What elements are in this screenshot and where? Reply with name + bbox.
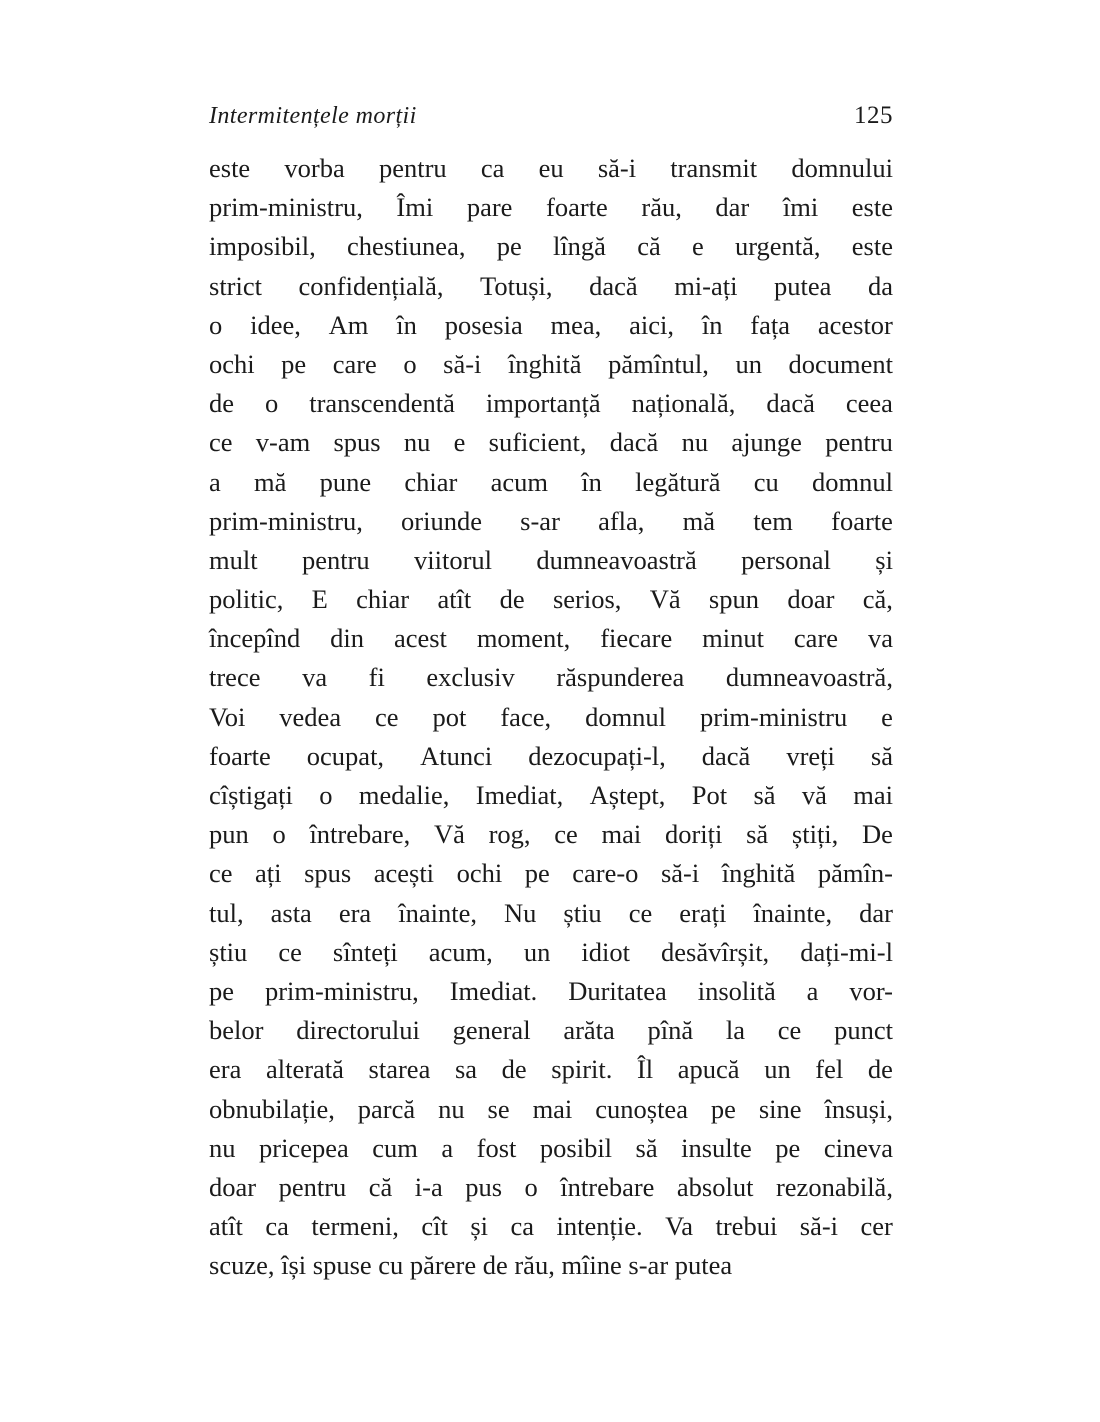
word: punct [834, 1015, 893, 1046]
word: știu [209, 936, 248, 967]
word: putea [774, 270, 832, 301]
word: Nu [503, 897, 537, 928]
word: înainte, [753, 897, 833, 928]
word: cîștigați [209, 780, 293, 810]
word: E [311, 584, 328, 615]
word: de [499, 584, 525, 615]
word: va [302, 662, 328, 693]
word: atît [209, 1211, 243, 1242]
word: insolită [697, 975, 776, 1006]
word: mi-ați [674, 270, 738, 301]
word: strict [209, 270, 262, 301]
word: pămîntul, [608, 348, 709, 379]
word: sînteți [332, 936, 398, 967]
word: transcendentă [309, 388, 455, 419]
text-line: scuze, își spuse cu părere de rău, mîine s-ar putea [209, 1250, 733, 1281]
word: Atunci [420, 740, 493, 771]
word: Totuși, [480, 270, 553, 301]
word: nu [209, 1132, 236, 1163]
word: ca [510, 1211, 535, 1242]
word: să-i [799, 1211, 839, 1242]
word: prim-ministru, [264, 975, 419, 1006]
word: alterată [265, 1054, 344, 1085]
word: cineva [823, 1132, 893, 1163]
word: înghită [721, 858, 796, 889]
word: pun [209, 819, 249, 850]
word: și [470, 1211, 489, 1242]
word: serios, [552, 584, 622, 615]
word: desăvîrșit, [661, 936, 770, 967]
word: și [875, 544, 893, 575]
word: fi [368, 662, 385, 693]
word: Vă [433, 819, 465, 850]
body-text [209, 149, 893, 1285]
word: înainte, [398, 897, 477, 928]
word: e [881, 701, 893, 732]
word: dar [859, 897, 893, 928]
word: spus [333, 427, 381, 458]
word: Îl [636, 1054, 654, 1085]
word: care-o [572, 858, 639, 889]
word: lîngă [552, 231, 606, 262]
word: rog, [488, 819, 531, 850]
word: acestor [817, 309, 893, 340]
text-line [209, 345, 893, 384]
word: se [487, 1093, 510, 1124]
word: doar [209, 1171, 257, 1202]
word: este [851, 192, 893, 223]
word: ce [209, 858, 233, 889]
word: acum, [428, 936, 493, 967]
word: acum [490, 466, 549, 497]
word: apucă [677, 1054, 740, 1085]
word: chiar [356, 584, 410, 615]
text-line [209, 933, 893, 972]
word: v-am [255, 427, 311, 458]
text-line [209, 1129, 893, 1168]
word: idiot [581, 936, 630, 967]
word: ați [255, 858, 282, 889]
word: mai [601, 819, 642, 850]
word: cunoștea [595, 1093, 688, 1124]
word: cer [860, 1211, 893, 1242]
word: ceea [845, 388, 893, 419]
word: confidențială, [298, 270, 444, 301]
word: este [851, 231, 893, 262]
word: pus [465, 1171, 503, 1202]
text-line [209, 737, 893, 776]
word: posibil [539, 1132, 613, 1163]
word: cum [372, 1132, 418, 1163]
word: acest [393, 623, 447, 654]
word: dacă [766, 388, 815, 419]
word: pe [524, 858, 550, 889]
word: Vă [649, 584, 681, 615]
word: vreți [786, 740, 835, 771]
text-line [209, 306, 893, 345]
word: de [209, 388, 235, 419]
word: ce [278, 936, 302, 967]
word: dacă [589, 270, 638, 301]
word: dezocupați-l, [528, 740, 666, 771]
word: vorba [284, 153, 345, 183]
word: idee, [250, 309, 301, 340]
word: pentru [378, 153, 447, 183]
word: pot [432, 701, 467, 732]
text-line [209, 815, 893, 854]
word: pentru [301, 544, 370, 575]
word: transmit [670, 153, 758, 183]
word: sa [454, 1054, 478, 1085]
word: un [735, 348, 762, 379]
word: Aștept, [589, 780, 666, 810]
word: națională, [631, 388, 736, 419]
word: întrebare, [309, 819, 411, 850]
word: va [867, 623, 893, 654]
word: nu [681, 427, 709, 458]
word: document [788, 348, 893, 379]
word: a [209, 466, 221, 497]
text-line [209, 149, 893, 188]
word: de [501, 1054, 527, 1085]
word: răspunderea [556, 662, 685, 693]
text-line [209, 1050, 893, 1089]
word: minut [702, 623, 765, 654]
word: e [453, 427, 466, 458]
word: în [396, 309, 417, 340]
text-line [209, 658, 893, 697]
word: mai [532, 1093, 573, 1124]
word: fața [750, 309, 791, 340]
word: general [452, 1015, 531, 1046]
word: mai [853, 780, 893, 810]
word: doriți [664, 819, 723, 850]
word: mult [209, 544, 258, 575]
word: ochi [456, 858, 503, 889]
word: un [764, 1054, 791, 1085]
word: care [793, 623, 839, 654]
word: ochi [209, 348, 255, 379]
word: în [581, 466, 602, 497]
word: trece [209, 662, 261, 693]
word: spun [708, 584, 759, 615]
word: chestiunea, [347, 231, 466, 262]
word: dați-mi-l [800, 936, 893, 967]
word: pe [209, 975, 235, 1006]
text-line [209, 776, 893, 815]
word: dacă [701, 740, 751, 771]
text-line [209, 854, 893, 893]
word: să [746, 819, 769, 850]
word: mea, [550, 309, 602, 340]
word: pe [775, 1132, 801, 1163]
word: termeni, [311, 1211, 399, 1242]
word: Îmi [396, 192, 434, 223]
text-line [209, 619, 893, 658]
word: știu [563, 897, 602, 928]
word: fiecare [600, 623, 673, 654]
word: erați [679, 897, 727, 928]
text-line [209, 227, 893, 266]
word: rezonabilă, [775, 1171, 893, 1202]
word: tem [753, 505, 793, 536]
word: pînă [647, 1015, 694, 1046]
word: viitorul [413, 544, 493, 575]
word: De [862, 819, 893, 850]
word: pentru [278, 1171, 347, 1202]
word: rău, [641, 192, 682, 223]
word: îmi [782, 192, 819, 223]
word: în [701, 309, 723, 340]
word: domnul [585, 701, 667, 732]
word: Va [665, 1211, 694, 1242]
word: să-i [597, 153, 637, 183]
word: pricepea [259, 1132, 349, 1163]
word: pune [319, 466, 372, 497]
page-header [209, 102, 893, 130]
word: foarte [209, 740, 271, 771]
word: politic, [209, 584, 284, 615]
word: a [441, 1132, 454, 1163]
text-line [209, 1168, 893, 1207]
word: dumneavoastră [536, 544, 697, 575]
word: acești [373, 858, 435, 889]
text-line [209, 698, 893, 737]
word: de [867, 1054, 893, 1085]
word: o [264, 388, 279, 419]
word: din [330, 623, 365, 654]
page-number: 125 [854, 102, 893, 129]
word: afla, [598, 505, 645, 536]
word: spirit. [551, 1054, 613, 1085]
word: exclusiv [426, 662, 515, 693]
word: că [368, 1171, 393, 1202]
word: nu [403, 427, 431, 458]
word: moment, [476, 623, 571, 654]
word: atît [437, 584, 472, 615]
word: ce [777, 1015, 802, 1046]
word: parcă [357, 1093, 416, 1124]
word: aici, [629, 309, 675, 340]
word: a [806, 975, 819, 1006]
word: un [523, 936, 551, 967]
word: vă [801, 780, 827, 810]
text-line [209, 972, 893, 1011]
word: o [272, 819, 286, 850]
word: pe [281, 348, 307, 379]
word: arăta [563, 1015, 615, 1046]
word: că [637, 231, 661, 262]
word: o [319, 780, 333, 810]
word: trebui [715, 1211, 778, 1242]
text-line [209, 267, 893, 306]
word: insulte [681, 1132, 752, 1163]
text-line [209, 188, 893, 227]
word: dumneavoastră, [725, 662, 893, 693]
word: ca [480, 153, 505, 183]
text-line [209, 463, 893, 502]
word: vor- [849, 975, 893, 1006]
word: directorului [296, 1015, 420, 1046]
text-line [209, 502, 893, 541]
word: Pot [691, 780, 728, 810]
word: Am [328, 309, 369, 340]
word: o [209, 309, 223, 340]
word: ce [628, 897, 653, 928]
word: foarte [831, 505, 893, 536]
word: ca [265, 1211, 289, 1242]
word: știți, [791, 819, 839, 850]
word: fel [815, 1054, 844, 1085]
word: o [524, 1171, 538, 1202]
word: belor [209, 1015, 264, 1046]
word: oriunde [401, 505, 482, 536]
word: ce [209, 427, 233, 458]
word: eu [538, 153, 564, 183]
word: pentru [825, 427, 893, 458]
word: s-ar [520, 505, 560, 536]
text-line [209, 384, 893, 423]
text-line [209, 423, 893, 462]
word: imposibil, [209, 231, 316, 262]
word: e [691, 231, 704, 262]
word: să [753, 780, 776, 810]
word: chiar [404, 466, 458, 497]
word: asta [270, 897, 312, 928]
word: ocupat, [306, 740, 385, 771]
word: personal [741, 544, 831, 575]
word: să-i [660, 858, 700, 889]
word: ce [554, 819, 578, 850]
word: absolut [676, 1171, 754, 1202]
word: era [338, 897, 372, 928]
text-line [209, 580, 893, 619]
word: pămîn- [817, 858, 893, 889]
word: domnul [812, 466, 893, 497]
word: medalie, [358, 780, 450, 810]
word: pare [466, 192, 513, 223]
word: ce [375, 701, 399, 732]
word: este [209, 153, 251, 183]
text-line [209, 1090, 893, 1129]
word: Imediat. [449, 975, 538, 1006]
word: Imediat, [475, 780, 564, 810]
text-line [209, 894, 893, 933]
word: tul, [209, 897, 244, 928]
word: foarte [546, 192, 608, 223]
word: da [867, 270, 893, 301]
word: pe [710, 1093, 736, 1124]
text-line [209, 1207, 893, 1246]
word: domnului [791, 153, 893, 183]
word: însuși, [824, 1093, 893, 1124]
word: Voi [209, 701, 246, 732]
word: nu [438, 1093, 465, 1124]
running-title: Intermitențele morții [209, 103, 417, 129]
word: importanță [485, 388, 601, 419]
word: pe [496, 231, 522, 262]
word: întrebare [560, 1171, 655, 1202]
word: fost [476, 1132, 517, 1163]
word: ajunge [731, 427, 802, 458]
word: să [870, 740, 893, 771]
word: vedea [279, 701, 342, 732]
word: dacă [609, 427, 659, 458]
word: intenție. [556, 1211, 643, 1242]
word: legătură [635, 466, 721, 497]
word: urgentă, [734, 231, 821, 262]
word: starea [368, 1054, 431, 1085]
word: posesia [444, 309, 523, 340]
word: prim-ministru, [209, 505, 363, 536]
word: să [635, 1132, 658, 1163]
word: spus [304, 858, 352, 889]
text-line [209, 541, 893, 580]
word: cît [421, 1211, 448, 1242]
word: că, [862, 584, 893, 615]
word: să-i [443, 348, 482, 379]
word: i-a [414, 1171, 443, 1202]
word: suficient, [488, 427, 587, 458]
word: Duritatea [568, 975, 667, 1006]
word: o [403, 348, 417, 379]
word: era [209, 1054, 242, 1085]
word: cu [753, 466, 779, 497]
word: prim-ministru [700, 701, 848, 732]
word: la [725, 1015, 746, 1046]
word: dar [715, 192, 750, 223]
word: doar [787, 584, 835, 615]
word: obnubilație, [209, 1093, 335, 1124]
word: începînd [209, 623, 301, 654]
word: mă [682, 505, 715, 536]
word: mă [254, 466, 287, 497]
word: face, [500, 701, 552, 732]
word: înghită [507, 348, 582, 379]
word: sine [758, 1093, 802, 1124]
word: prim-ministru, [209, 192, 363, 223]
word: care [332, 348, 377, 379]
text-line [209, 1011, 893, 1050]
